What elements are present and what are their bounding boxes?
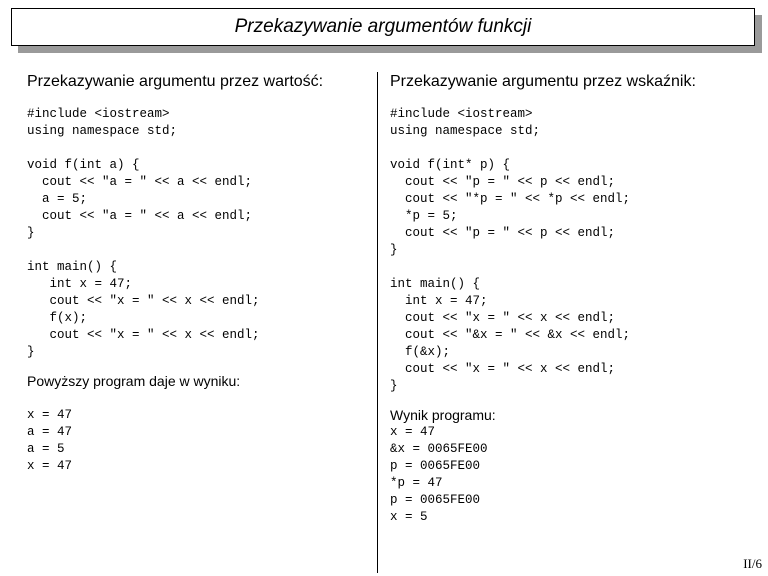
- right-main-code: int main() { int x = 47; cout << "x = " << x << endl; cout << "&x = " << &x << endl; f(&x); cout << "x = " << x << endl; }: [390, 277, 631, 393]
- left-main-code: int main() { int x = 47; cout << "x = " << x << endl; f(x); cout << "x = " << x << endl; }: [27, 260, 260, 359]
- left-result-label: Powyższy program daje w wyniku:: [27, 373, 241, 389]
- left-includes-code: #include <iostream> using namespace std;: [27, 107, 178, 138]
- right-function-code: void f(int* p) { cout << "p = " << p << endl; cout << "*p = " << *p << endl; *p = 5; cout << "p = " << p << endl; }: [390, 158, 631, 257]
- right-result-label: Wynik programu:: [390, 407, 496, 423]
- left-column: [27, 72, 372, 475]
- left-result-output: x = 47 a = 47 a = 5 x = 47: [27, 408, 73, 473]
- left-heading: Przekazywanie argumentu przez wartość:: [27, 73, 324, 90]
- page-number: II/6: [743, 556, 762, 571]
- right-column: [390, 72, 760, 526]
- slide-title: Przekazywanie argumentów funkcji: [234, 16, 532, 37]
- title-box: [11, 8, 755, 46]
- column-divider: [377, 72, 378, 573]
- right-result-output: x = 47 &x = 0065FE00 p = 0065FE00 *p = 47 p = 0065FE00 x = 5: [390, 425, 488, 524]
- left-function-code: void f(int a) { cout << "a = " << a << endl; a = 5; cout << "a = " << a << endl; }: [27, 158, 253, 240]
- right-includes-code: #include <iostream> using namespace std;: [390, 107, 541, 138]
- right-heading: Przekazywanie argumentu przez wskaźnik:: [390, 73, 696, 90]
